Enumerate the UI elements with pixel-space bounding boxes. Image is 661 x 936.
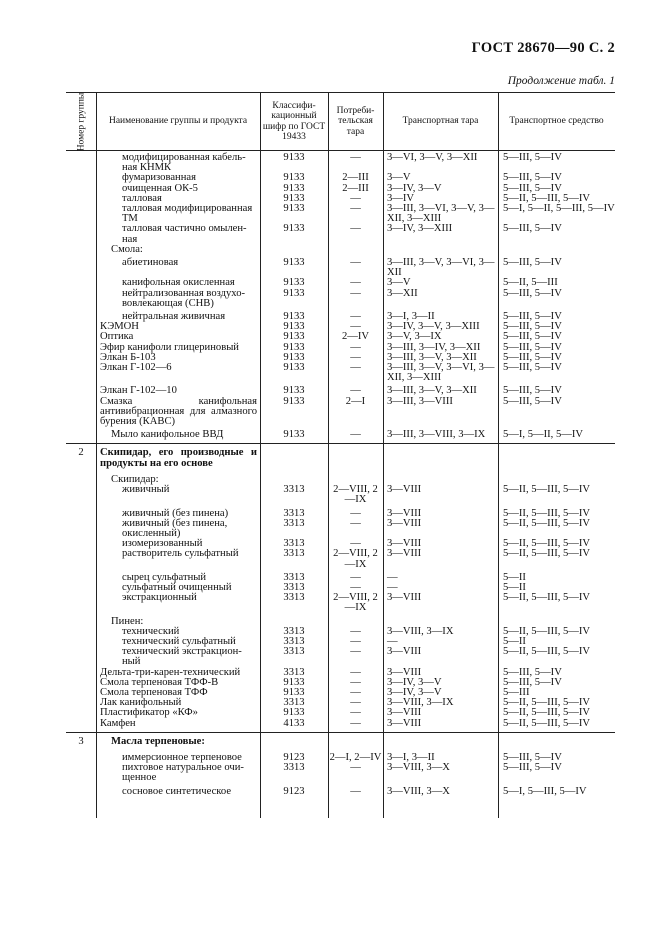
transport-pack-cell: 3—III, 3—VIII, 3—IX [387,429,486,441]
transport-means-cell: 5—II, 5—III, 5—IV [503,707,591,719]
group-number-cell [66,153,96,173]
table-row [66,430,615,440]
group-number-cell [66,583,96,593]
group-number-cell [66,353,96,363]
transport-pack-cell: 3—VIII [387,517,422,529]
transport-means-cell: 5—III, 5—IV [503,341,562,353]
product-name-cell: талловая частично омылен-ная [122,223,247,245]
product-name-cell: Смола терпеновая ТФФ-В [100,676,219,688]
product-name-cell: технический [122,625,180,637]
table-row [66,397,615,428]
consumer-pack-cell: — [350,287,361,299]
transport-pack-cell: 3—III, 3—V, 3—VI, 3—XII, 3—XIII [387,362,495,384]
transport-means-cell: 5—III, 5—IV [503,666,562,678]
consumer-pack-cell: — [350,686,361,698]
transport-pack-cell: 3—VIII, 3—X [387,785,450,797]
table-body [66,151,615,818]
header-group-number: Номер группы [76,92,87,151]
product-name-cell: живичный [122,484,170,496]
group-number-cell [66,519,96,539]
consumer-pack-cell: — [350,152,361,163]
product-name-cell: нейтрализованная воздухо-вовлекающая (СНВ) [122,287,246,309]
column-divider [383,93,384,150]
product-name-cell: живичный (без пинена) [122,507,229,519]
classification-code-cell: 9133 [283,321,305,333]
classification-code-cell: 9133 [283,203,305,215]
product-name-cell: абиетиновая [122,257,179,269]
classification-code-cell: 4133 [283,717,305,729]
transport-means-cell: 5—II [503,635,526,647]
group-number-cell [66,753,96,763]
classification-code-cell: 3313 [283,646,305,658]
classification-code-cell: 9133 [283,331,305,343]
consumer-pack-cell: — [350,429,361,441]
table-row [66,485,615,505]
product-name-cell: растворитель сульфатный [122,548,239,560]
transport-pack-cell: 3—IV, 3—V [387,686,442,698]
group-row [66,443,615,468]
product-name-cell: живичный (без пинена, окисленный) [122,517,228,539]
transport-pack-cell: 3—IV, 3—V [387,182,442,194]
transport-means-cell: 5—III, 5—IV [503,223,562,235]
group-number-cell [66,386,96,396]
consumer-pack-cell: — [350,507,361,519]
consumer-pack-cell: — [350,785,361,797]
product-name-cell: Смола терпеновая ТФФ [100,686,208,698]
classification-code-cell: 9133 [283,385,305,397]
consumer-pack-cell: — [350,277,361,289]
column-divider [260,93,261,150]
classification-code-cell: 9133 [283,287,305,299]
group-number-cell [66,617,96,627]
header-transport-pack: Транспортная тара [402,116,479,127]
table-continuation-label: Продолжение табл. 1 [507,75,615,87]
transport-means-cell: 5—II [503,571,526,583]
classification-code-cell: 9133 [283,341,305,353]
classification-code-cell: 9133 [283,686,305,698]
product-name-cell: Элкан Б-103 [100,351,156,363]
classification-code-cell: 9133 [283,152,305,163]
product-name-cell: КЭМОН [100,321,139,333]
consumer-pack-cell: 2—VIII, 2—IX [333,592,378,614]
classification-code-cell: 9133 [283,311,305,323]
classification-code-cell: 9133 [283,395,305,407]
transport-means-cell: 5—III, 5—IV [503,152,562,163]
consumer-pack-cell: 2—IV [341,331,370,343]
classification-code-cell: 9123 [283,785,305,797]
transport-means-cell: 5—III [503,686,530,698]
table-row [66,519,615,539]
transport-pack-cell: 3—III, 3—V, 3—XII [387,385,477,397]
classification-code-cell: 3313 [283,548,305,560]
consumer-pack-cell: — [350,351,361,363]
consumer-pack-cell: 2—I, 2—IV [329,751,382,763]
transport-means-cell: 5—III, 5—IV [503,762,562,774]
column-divider [96,93,97,150]
product-name-cell: талловая [122,192,162,204]
consumer-pack-cell: — [350,311,361,323]
consumer-pack-cell: — [350,676,361,688]
transport-means-cell: 5—III, 5—IV [503,311,562,323]
group-number-cell [66,184,96,194]
product-name-cell: пихтовое натуральное очи-щенное [122,762,244,784]
group-number-cell [66,173,96,183]
group-number-cell [66,332,96,342]
transport-means-cell [498,737,615,747]
transport-pack-cell: 3—IV [387,192,415,204]
product-name-cell: Камфен [100,717,136,729]
transport-pack-cell: — [387,581,398,593]
product-name-cell: очищенная ОК-5 [122,182,198,194]
consumer-pack-cell: — [350,203,361,215]
consumer-pack-cell: — [350,707,361,719]
product-name-cell: Смазка канифольная антивибрационная для алмазного бурения (КАВС) [100,395,257,428]
header-code: Классифи-кационный шифр по ГОСТ 19433 [262,100,326,142]
consumer-pack-cell: — [350,538,361,550]
transport-pack-cell: 3—III, 3—V, 3—VI, 3—XII [387,257,495,279]
transport-pack-cell: 3—VIII [387,646,422,658]
group-number-cell [66,224,96,244]
column-divider [498,93,499,150]
classification-code-cell: 3313 [283,538,305,550]
group-number-cell [66,289,96,309]
classification-code-cell: 9133 [283,429,305,441]
transport-pack-cell: 3—V, 3—IX [387,331,442,343]
consumer-pack-cell: 2—III [342,182,369,194]
classification-code-cell [260,737,328,747]
group-number-cell [66,258,96,278]
transport-means-cell: 5—II, 5—III, 5—IV [503,625,591,637]
transport-means-cell: 5—II, 5—III, 5—IV [503,192,591,204]
transport-pack-cell: 3—IV, 3—XIII [387,223,453,235]
transport-pack-cell: 3—VIII [387,592,422,604]
transport-pack-cell: 3—VI, 3—V, 3—XII [387,152,478,163]
transport-means-cell: 5—II, 5—III, 5—IV [503,646,591,658]
product-name-cell: Пинен: [111,615,144,627]
group-number-cell [66,678,96,688]
consumer-pack-cell: — [350,571,361,583]
transport-means-cell: 5—III, 5—IV [503,182,562,194]
transport-means-cell: 5—III, 5—IV [503,331,562,343]
transport-means-cell: 5—II, 5—III, 5—IV [503,484,591,496]
table-row [66,593,615,613]
group-number-cell [66,363,96,383]
transport-pack-cell: 3—VIII, 3—IX [387,697,454,709]
consumer-pack-cell: — [350,362,361,374]
classification-code-cell: 9133 [283,676,305,688]
table-row [66,204,615,224]
transport-means-cell: 5—III, 5—IV [503,362,562,374]
classification-code-cell: 9133 [283,172,305,184]
product-name-cell: Элкан Г-102—6 [100,362,172,374]
transport-pack-cell: 3—VIII [387,538,422,550]
consumer-pack-cell: 2—I [345,395,366,407]
group-number-cell [66,204,96,224]
group-number-cell [66,475,96,485]
product-name-cell: сосновое синтетическое [122,785,232,797]
classification-code-cell: 9133 [283,257,305,269]
consumer-pack-cell: — [350,192,361,204]
consumer-pack-cell: — [350,385,361,397]
transport-means-cell [498,448,615,468]
transport-pack-cell: 3—IV, 3—V, 3—XIII [387,321,480,333]
group-row [66,732,615,747]
product-name-cell: Оптика [100,331,134,343]
classification-code-cell: 9133 [283,192,305,204]
table-row [66,763,615,783]
product-name-cell: Элкан Г-102—10 [100,385,177,397]
classification-code-cell: 9133 [283,277,305,289]
table-row [66,647,615,667]
product-name-cell: иммерсионное терпеновое [122,751,242,763]
group-number-cell: 2 [78,447,84,459]
consumer-pack-cell: — [350,697,361,709]
table-header [66,92,615,151]
product-name-cell: канифольная окисленная [122,277,235,289]
group-number-cell [66,627,96,637]
product-name-cell: Мыло канифольное ВВД [111,429,224,441]
transport-pack-cell: — [387,571,398,583]
transport-pack-cell: 3—V [387,172,411,184]
group-number-cell [66,593,96,613]
consumer-pack-cell: — [350,625,361,637]
transport-pack-cell: — [387,635,398,647]
transport-pack-cell [383,448,498,468]
group-number-cell [66,637,96,647]
consumer-pack-cell: 2—III [342,172,369,184]
transport-means-cell: 5—II, 5—III, 5—IV [503,592,591,604]
consumer-pack-cell: — [350,762,361,774]
product-name-cell: Эфир канифоли глицериновый [100,341,239,353]
consumer-pack-cell: — [350,717,361,729]
group-number-cell: 3 [78,735,84,747]
table-row [66,224,615,244]
consumer-pack-cell: — [350,321,361,333]
consumer-pack-cell: — [350,646,361,658]
product-name-cell: модифицированная кабель-ная КНМК [122,152,246,174]
classification-code-cell: 9133 [283,362,305,374]
product-name-cell: технический сульфатный [122,635,236,647]
transport-pack-cell: 3—I, 3—II [387,311,435,323]
classification-code-cell: 3313 [283,581,305,593]
transport-pack-cell: 3—IV, 3—V [387,676,442,688]
classification-code-cell: 3313 [283,697,305,709]
product-name-cell: Скипидар, его производные и продукты на его основе [100,447,257,469]
transport-pack-cell: 3—VIII [387,707,422,719]
transport-means-cell [498,245,615,255]
transport-pack-cell: 3—VIII [387,484,422,496]
consumer-pack-cell: 2—VIII, 2—IX [333,548,378,570]
transport-pack-cell: 3—I, 3—II [387,751,435,763]
table-row [66,153,615,173]
product-name-cell: нейтральная живичная [122,311,226,323]
group-number-cell [66,312,96,322]
group-number-cell [66,708,96,718]
product-name-cell: талловая модифицированная ТМ [122,203,253,225]
header-consumer-pack: Потреби-тельская тара [336,105,375,137]
transport-means-cell: 5—III, 5—IV [503,321,562,333]
transport-means-cell: 5—III, 5—IV [503,751,562,763]
transport-means-cell: 5—III, 5—IV [503,395,562,407]
group-number-cell [66,647,96,667]
product-name-cell: сульфатный очищенный [122,581,232,593]
product-name-cell: технический экстракцион-ный [122,646,242,668]
product-name-cell: Пластификатор «КФ» [100,707,198,719]
product-name-cell: Смола: [111,243,143,255]
table-row [66,787,615,797]
group-number-cell [66,194,96,204]
table-rows [66,153,615,797]
product-name-cell: Скипидар: [111,473,159,485]
transport-pack-cell: 3—V [387,277,411,289]
consumer-pack-cell: — [350,666,361,678]
table-row [66,719,615,729]
transport-means-cell: 5—I, 5—II, 5—IV [503,429,584,441]
classification-code-cell: 3313 [283,762,305,774]
group-number-cell [66,430,96,440]
group-number-cell [66,573,96,583]
group-number-cell [66,668,96,678]
product-name-cell: экстракционный [122,592,197,604]
group-number-cell [66,343,96,353]
group-number-cell [66,787,96,797]
transport-pack-cell: 3—III, 3—VI, 3—V, 3—XII, 3—XIII [387,203,495,225]
classification-code-cell: 3313 [283,625,305,637]
product-name-cell: изомеризованный [122,538,203,550]
group-number-cell [66,278,96,288]
consumer-pack-cell [328,448,383,468]
header-transport-means: Транспортное средство [509,116,604,127]
transport-pack-cell: 3—III, 3—V, 3—XII [387,351,477,363]
consumer-pack-cell: — [350,341,361,353]
table-row [66,245,615,255]
transport-means-cell: 5—III, 5—IV [503,172,562,184]
transport-pack-cell: 3—VIII [387,548,422,560]
transport-means-cell: 5—II, 5—III, 5—IV [503,548,591,560]
transport-pack-cell: 3—XII [387,287,418,299]
header-name: Наименование группы и продукта [108,116,248,127]
consumer-pack-cell [328,737,383,747]
table-row [66,549,615,569]
page-header: ГОСТ 28670—90 С. 2 [471,40,615,56]
consumer-pack-cell: — [350,223,361,235]
transport-means-cell: 5—II, 5—III, 5—IV [503,538,591,550]
product-name-cell: Масла терпеновые: [111,735,205,747]
group-number-cell [66,509,96,519]
products-table [66,92,615,818]
transport-means-cell: 5—III, 5—IV [503,257,562,269]
group-number-cell [66,719,96,729]
transport-means-cell: 5—III, 5—IV [503,385,562,397]
classification-code-cell: 3313 [283,635,305,647]
column-divider [328,93,329,150]
group-number-cell [66,688,96,698]
consumer-pack-cell: 2—VIII, 2—IX [333,484,378,506]
group-number-cell [66,763,96,783]
classification-code-cell [260,448,328,468]
classification-code-cell: 3313 [283,666,305,678]
transport-pack-cell: 3—III, 3—IV, 3—XII [387,341,481,353]
classification-code-cell: 9133 [283,707,305,719]
consumer-pack-cell [328,245,383,255]
classification-code-cell: 9123 [283,751,305,763]
table-row [66,363,615,383]
group-number-cell [66,322,96,332]
consumer-pack-cell: — [350,257,361,269]
consumer-pack-cell: — [350,517,361,529]
transport-means-cell: 5—II, 5—III, 5—IV [503,517,591,529]
transport-means-cell: 5—II, 5—III, 5—IV [503,507,591,519]
classification-code-cell: 3313 [283,571,305,583]
transport-pack-cell [383,737,498,747]
transport-pack-cell: 3—VIII [387,507,422,519]
transport-means-cell: 5—II [503,581,526,593]
transport-pack-cell: 3—VIII [387,666,422,678]
transport-means-cell: 5—III, 5—IV [503,351,562,363]
classification-code-cell: 9133 [283,223,305,235]
group-number-cell [66,549,96,569]
product-name-cell: фумаризованная [122,172,196,184]
transport-pack-cell: 3—VIII, 3—IX [387,625,454,637]
transport-pack-cell: 3—VIII [387,717,422,729]
classification-code-cell: 3313 [283,592,305,604]
group-number-cell [66,539,96,549]
transport-means-cell: 5—II, 5—III [503,277,558,289]
product-name-cell: Лак канифольный [100,697,182,709]
transport-means-cell: 5—I, 5—II, 5—III, 5—IV [503,203,615,215]
transport-means-cell: 5—I, 5—III, 5—IV [503,785,587,797]
transport-pack-cell: 3—III, 3—VIII [387,395,453,407]
table-row [66,258,615,278]
group-number-cell [66,485,96,505]
consumer-pack-cell: — [350,581,361,593]
consumer-pack-cell: — [350,635,361,647]
group-number-cell [66,245,96,255]
product-name-cell: Дельта-три-карен-технический [100,666,241,678]
group-number-cell [66,698,96,708]
group-number-cell [66,397,96,428]
transport-means-cell: 5—III, 5—IV [503,287,562,299]
transport-means-cell: 5—II, 5—III, 5—IV [503,717,591,729]
classification-code-cell: 9133 [283,351,305,363]
classification-code-cell: 9133 [283,182,305,194]
classification-code-cell [260,245,328,255]
transport-means-cell: 5—III, 5—IV [503,676,562,688]
classification-code-cell: 3313 [283,517,305,529]
table-row [66,289,615,309]
transport-pack-cell [383,245,498,255]
product-name-cell: сырец сульфатный [122,571,207,583]
classification-code-cell: 3313 [283,484,305,496]
classification-code-cell: 3313 [283,507,305,519]
transport-means-cell: 5—II, 5—III, 5—IV [503,697,591,709]
transport-pack-cell: 3—VIII, 3—X [387,762,450,774]
